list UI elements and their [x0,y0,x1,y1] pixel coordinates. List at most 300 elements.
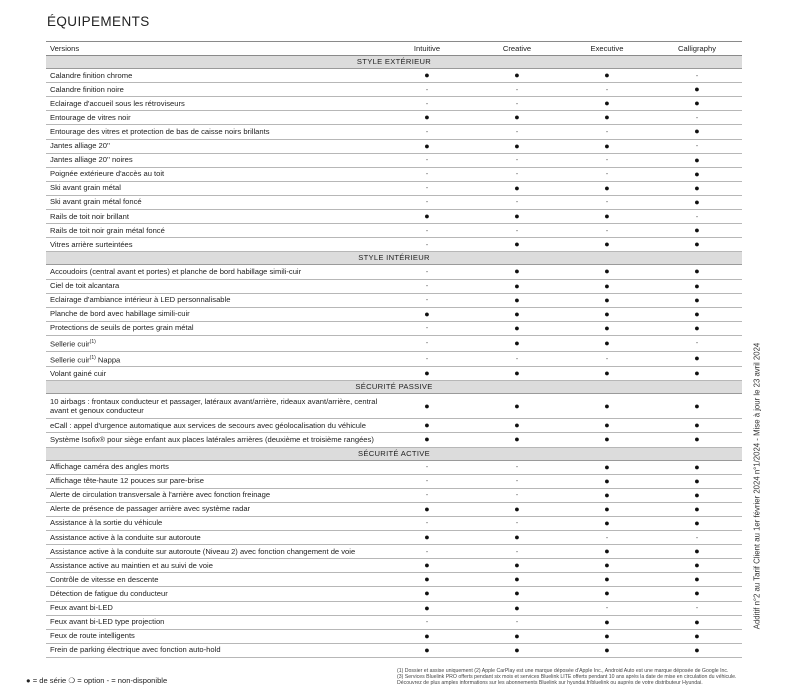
unavailable-dash: - [515,126,519,136]
availability-cell [562,210,652,224]
availability-cell [652,573,742,587]
availability-cell [652,224,742,238]
table-row [46,125,742,139]
unavailable-dash: - [425,183,429,193]
standard-dot-icon: ● [514,70,520,81]
availability-cell [382,502,472,516]
table-row [46,545,742,559]
availability-cell [562,516,652,530]
feature-label [46,474,382,488]
availability-cell [562,615,652,629]
standard-dot-icon: ● [424,420,430,431]
standard-dot-icon: ● [694,353,700,364]
feature-label [46,195,382,209]
availability-cell [562,279,652,293]
standard-dot-icon: ● [514,588,520,599]
availability-cell [472,643,562,657]
standard-dot-icon: ● [694,225,700,236]
availability-cell [472,433,562,447]
availability-cell [562,531,652,545]
availability-cell [652,545,742,559]
standard-dot-icon: ● [604,560,610,571]
standard-dot-icon: ● [694,503,700,514]
standard-dot-icon: ● [514,140,520,151]
table-row [46,502,742,516]
unavailable-dash: - [605,169,609,179]
availability-cell [562,224,652,238]
standard-dot-icon: ● [604,98,610,109]
availability-cell [652,97,742,111]
availability-cell [472,351,562,367]
unavailable-dash: - [425,338,429,348]
availability-cell [382,279,472,293]
feature-label-text: Entourage des vitres et protection de bas de caisse noirs brillants [50,126,270,136]
section-title: STYLE EXTÉRIEUR [46,56,742,69]
feature-label [46,139,382,153]
table-row [46,335,742,351]
unavailable-dash: - [515,197,519,207]
availability-cell [652,488,742,502]
standard-dot-icon: ● [424,588,430,599]
feature-label [46,181,382,195]
availability-cell [562,629,652,643]
availability-cell [652,69,742,83]
standard-dot-icon: ● [694,182,700,193]
feature-label-text: Volant gainé cuir [50,368,107,378]
availability-cell [652,167,742,181]
standard-dot-icon: ● [424,574,430,585]
standard-dot-icon: ● [424,140,430,151]
footnote-marker: (1) [89,338,96,345]
table-row [46,210,742,224]
unavailable-dash: - [425,490,429,500]
version-header-calligraphy: Calligraphy [652,42,742,56]
availability-cell [472,125,562,139]
standard-dot-icon: ● [694,308,700,319]
feature-label [46,265,382,279]
availability-cell [652,307,742,321]
table-row [46,238,742,252]
availability-cell [472,559,562,573]
standard-dot-icon: ● [514,308,520,319]
feature-label-text: Calandre finition noire [50,84,124,94]
standard-dot-icon: ● [694,574,700,585]
availability-cell [472,139,562,153]
unavailable-dash: - [425,546,429,556]
unavailable-dash: - [515,225,519,235]
table-row [46,293,742,307]
availability-cell [652,279,742,293]
feature-label-text: Assistance active au maintien et au suivi de voie [50,560,213,570]
unavailable-dash: - [515,490,519,500]
standard-dot-icon: ● [604,400,610,411]
feature-label-text: Assistance à la sortie du véhicule [50,518,163,528]
unavailable-dash: - [605,225,609,235]
availability-cell [382,629,472,643]
feature-label-text: Alerte de circulation transversale à l'arrière avec fonction freinage [50,490,271,500]
standard-dot-icon: ● [514,368,520,379]
standard-dot-icon: ● [604,337,610,348]
availability-cell [382,139,472,153]
feature-label [46,307,382,321]
feature-label-text: Ski avant grain métal foncé [50,197,142,207]
availability-cell [652,139,742,153]
availability-cell [562,559,652,573]
availability-cell [382,125,472,139]
availability-cell [652,559,742,573]
availability-cell [382,419,472,433]
feature-label [46,111,382,125]
availability-cell [472,474,562,488]
section-header-row [46,381,742,394]
standard-dot-icon: ● [604,503,610,514]
availability-cell [382,265,472,279]
feature-label-text: Sellerie cuir [50,339,90,349]
availability-cell [382,433,472,447]
feature-label [46,125,382,139]
table-row [46,629,742,643]
standard-dot-icon: ● [604,517,610,528]
feature-label-text: Entourage de vitres noir [50,112,131,122]
availability-cell [652,615,742,629]
unavailable-dash: - [425,518,429,528]
standard-dot-icon: ● [514,574,520,585]
availability-cell [562,587,652,601]
feature-label [46,279,382,293]
availability-cell [382,83,472,97]
feature-label [46,238,382,252]
feature-label [46,559,382,573]
availability-cell [472,111,562,125]
unavailable-dash: - [605,197,609,207]
feature-label [46,394,382,419]
feature-label-text: Rails de toit noir brillant [50,211,129,221]
feature-label [46,97,382,111]
standard-dot-icon: ● [604,70,610,81]
standard-dot-icon: ● [694,168,700,179]
availability-cell [472,321,562,335]
availability-cell [562,97,652,111]
table-row [46,351,742,367]
feature-label-text: Planche de bord avec habillage simili-cuir [50,309,190,319]
feature-label-text: Rails de toit noir grain métal foncé [50,225,165,235]
feature-label-text: Alerte de présence de passager arrière avec système radar [50,504,251,514]
standard-dot-icon: ● [694,322,700,333]
table-row [46,573,742,587]
standard-dot-icon: ● [694,434,700,445]
unavailable-dash: - [515,155,519,165]
footnotes [397,669,777,687]
availability-cell [562,307,652,321]
availability-cell [382,601,472,615]
table-row [46,321,742,335]
availability-cell [382,643,472,657]
unavailable-dash: - [425,617,429,627]
unavailable-dash: - [605,532,609,542]
availability-cell [472,307,562,321]
standard-dot-icon: ● [424,602,430,613]
unavailable-dash: - [605,155,609,165]
availability-cell [472,545,562,559]
unavailable-dash: - [695,338,699,348]
standard-dot-icon: ● [514,503,520,514]
standard-dot-icon: ● [514,630,520,641]
availability-cell [472,573,562,587]
table-row [46,433,742,447]
feature-label-text: Assistance active à la conduite sur autoroute (Niveau 2) avec fonction changement de voie [50,546,356,556]
availability-cell [472,238,562,252]
availability-cell [382,587,472,601]
standard-dot-icon: ● [604,588,610,599]
unavailable-dash: - [425,323,429,333]
standard-dot-icon: ● [694,154,700,165]
standard-dot-icon: ● [604,239,610,250]
availability-cell [472,335,562,351]
standard-dot-icon: ● [604,294,610,305]
table-row [46,488,742,502]
standard-dot-icon: ● [424,532,430,543]
availability-cell [652,321,742,335]
feature-label-text: Sellerie cuir [50,355,90,365]
standard-dot-icon: ● [604,644,610,655]
feature-label [46,224,382,238]
availability-cell [652,531,742,545]
feature-label [46,167,382,181]
unavailable-dash: - [695,70,699,80]
table-row [46,307,742,321]
table-row [46,167,742,181]
standard-dot-icon: ● [514,280,520,291]
feature-label-text: Poignée extérieure d'accès au toit [50,169,165,179]
availability-cell [382,69,472,83]
feature-label-text: Feux de route intelligents [50,631,135,641]
feature-label-text: Jantes alliage 20'' noires [50,155,133,165]
availability-cell [562,601,652,615]
equipment-table [46,41,742,658]
standard-dot-icon: ● [424,560,430,571]
unavailable-dash: - [425,225,429,235]
standard-dot-icon: ● [694,294,700,305]
version-header-executive: Executive [562,42,652,56]
availability-cell [562,83,652,97]
feature-label [46,335,382,351]
availability-cell [472,394,562,419]
availability-cell [652,643,742,657]
unavailable-dash: - [695,532,699,542]
unavailable-dash: - [515,353,519,363]
availability-cell [652,502,742,516]
availability-cell [382,307,472,321]
unavailable-dash: - [425,84,429,94]
availability-cell [652,351,742,367]
unavailable-dash: - [425,126,429,136]
standard-dot-icon: ● [424,400,430,411]
standard-dot-icon: ● [604,420,610,431]
version-header-creative: Creative [472,42,562,56]
table-row [46,474,742,488]
feature-label-text: Protections de seuils de portes grain métal [50,323,194,333]
availability-cell [382,531,472,545]
unavailable-dash: - [605,126,609,136]
feature-label-suffix: Nappa [95,355,121,365]
availability-cell [562,167,652,181]
unavailable-dash: - [425,266,429,276]
availability-cell [472,195,562,209]
availability-cell [562,573,652,587]
availability-cell [382,615,472,629]
availability-cell [472,83,562,97]
availability-cell [382,97,472,111]
availability-cell [382,210,472,224]
feature-label [46,153,382,167]
feature-label-text: Contrôle de vitesse en descente [50,574,159,584]
availability-cell [382,167,472,181]
footnote-marker: (1) [89,354,96,361]
standard-dot-icon: ● [424,70,430,81]
feature-label-text: Calandre finition chrome [50,70,133,80]
availability-cell [652,460,742,474]
section-header-row [46,447,742,460]
standard-dot-icon: ● [424,644,430,655]
unavailable-dash: - [605,84,609,94]
section-title: SÉCURITÉ ACTIVE [46,447,742,460]
availability-cell [652,181,742,195]
standard-dot-icon: ● [694,400,700,411]
unavailable-dash: - [425,281,429,290]
version-header-intuitive: Intuitive [382,42,472,56]
page-title: ÉQUIPEMENTS [47,14,150,29]
standard-dot-icon: ● [514,112,520,123]
availability-cell [382,293,472,307]
feature-label-text: 10 airbags : frontaux conducteur et passager, latéraux avant/arrière, rideaux avant/arrière, central avant et genoux conducteur [50,396,378,416]
standard-dot-icon: ● [604,616,610,627]
standard-dot-icon: ● [514,602,520,613]
feature-label [46,419,382,433]
feature-label [46,433,382,447]
standard-dot-icon: ● [604,308,610,319]
availability-cell [472,488,562,502]
footnote-line: Découvrez de plus amples informations sur les abonnements Bluelink sur hyundai.fr/bluelink ou auprès de votre distributeur Hyundai. [397,679,703,686]
availability-cell [562,474,652,488]
feature-label-text: Système Isofix® pour siège enfant aux places latérales arrières (deuxième et troisième rangées) [50,434,374,444]
standard-dot-icon: ● [514,434,520,445]
standard-dot-icon: ● [604,211,610,222]
availability-cell [382,351,472,367]
feature-label-text: Vitres arrière surteintées [50,239,133,249]
standard-dot-icon: ● [604,630,610,641]
standard-dot-icon: ● [424,308,430,319]
availability-cell [652,394,742,419]
availability-cell [382,367,472,381]
standard-dot-icon: ● [514,532,520,543]
standard-dot-icon: ● [514,560,520,571]
unavailable-dash: - [695,603,699,613]
standard-dot-icon: ● [694,630,700,641]
unavailable-dash: - [605,603,609,613]
standard-dot-icon: ● [424,434,430,445]
feature-label [46,615,382,629]
unavailable-dash: - [425,155,429,165]
standard-dot-icon: ● [514,400,520,411]
availability-cell [562,181,652,195]
availability-cell [382,488,472,502]
unavailable-dash: - [425,462,429,472]
table-row [46,419,742,433]
unavailable-dash: - [425,98,429,108]
availability-cell [472,153,562,167]
unavailable-dash: - [515,462,519,472]
feature-label-text: Jantes alliage 20'' [50,141,110,151]
availability-cell [472,601,562,615]
feature-label [46,351,382,367]
unavailable-dash: - [425,239,429,249]
standard-dot-icon: ● [604,368,610,379]
feature-label-text: Ciel de toit alcantara [50,281,120,290]
feature-label-text: Détection de fatigue du conducteur [50,588,168,598]
standard-dot-icon: ● [514,294,520,305]
table-row [46,83,742,97]
footnote-line: (1) Dossier et assise uniquement (2) Apple CarPlay est une marque déposée d'Apple Inc., Android Auto est une marque déposée de Google Inc. [397,668,729,674]
feature-label-text: Affichage caméra des angles morts [50,462,169,472]
table-row [46,153,742,167]
table-row [46,97,742,111]
table-row [46,265,742,279]
standard-dot-icon: ● [694,461,700,472]
availability-cell [382,460,472,474]
standard-dot-icon: ● [694,280,700,291]
versions-header: Versions [46,42,382,56]
table-row [46,516,742,530]
availability-cell [652,335,742,351]
availability-cell [382,321,472,335]
section-header-row [46,252,742,265]
standard-dot-icon: ● [514,322,520,333]
availability-cell [652,210,742,224]
availability-cell [472,516,562,530]
feature-label-text: Accoudoirs (central avant et portes) et planche de bord habillage simili-cuir [50,266,302,276]
feature-label-text: Assistance active à la conduite sur autoroute [50,532,201,542]
availability-cell [562,643,652,657]
unavailable-dash: - [515,546,519,556]
unavailable-dash: - [425,353,429,363]
availability-cell [652,516,742,530]
unavailable-dash: - [515,518,519,528]
availability-cell [472,587,562,601]
availability-cell [652,111,742,125]
standard-dot-icon: ● [424,112,430,123]
availability-cell [472,531,562,545]
unavailable-dash: - [695,211,699,221]
unavailable-dash: - [695,112,699,122]
feature-label-text: Eclairage d'accueil sous les rétroviseurs [50,98,185,108]
feature-label [46,516,382,530]
unavailable-dash: - [425,197,429,207]
standard-dot-icon: ● [694,588,700,599]
availability-cell [562,153,652,167]
availability-cell [472,629,562,643]
standard-dot-icon: ● [604,434,610,445]
availability-cell [472,367,562,381]
standard-dot-icon: ● [604,546,610,557]
standard-dot-icon: ● [604,182,610,193]
availability-cell [472,265,562,279]
availability-cell [382,195,472,209]
availability-cell [562,419,652,433]
availability-cell [382,238,472,252]
table-row [46,111,742,125]
availability-cell [382,474,472,488]
table-row [46,531,742,545]
